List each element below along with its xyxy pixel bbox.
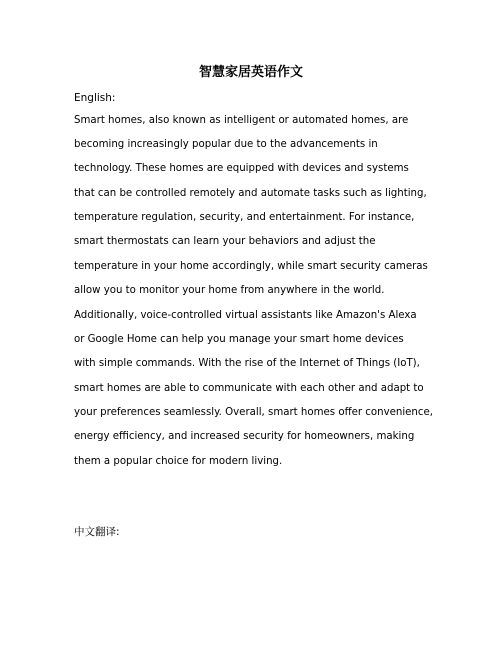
body-line: smart homes are able to communicate with each other and adapt to xyxy=(74,383,424,394)
body-line: energy efficiency, and increased security for homeowners, making xyxy=(74,431,415,442)
body-line: temperature regulation, security, and entertainment. For instance, xyxy=(74,212,415,223)
document-title: 智慧家居英语作文 xyxy=(198,65,303,80)
body-line: Additionally, voice-controlled virtual assistants like Amazon's Alexa xyxy=(74,310,417,321)
body-line: or Google Home can help you manage your smart home devices xyxy=(74,334,404,345)
body-line: smart thermostats can learn your behaviors and adjust the xyxy=(74,236,376,247)
body-line: with simple commands. With the rise of the Internet of Things (IoT), xyxy=(74,358,420,369)
body-line: technology. These homes are equipped with devices and systems xyxy=(74,163,409,174)
body-line: becoming increasingly popular due to the advancements in xyxy=(74,139,378,150)
english-heading: English: xyxy=(74,92,116,104)
body-line: Smart homes, also known as intelligent or automated homes, are xyxy=(74,115,409,126)
body-line: allow you to monitor your home from anywhere in the world. xyxy=(74,285,385,296)
chinese-heading: 中文翻译: xyxy=(74,526,120,538)
body-line: that can be controlled remotely and automate tasks such as lighting, xyxy=(74,188,427,199)
body-line: temperature in your home accordingly, while smart security cameras xyxy=(74,261,428,272)
body-line: them a popular choice for modern living. xyxy=(74,456,283,467)
body-line: your preferences seamlessly. Overall, smart homes offer convenience, xyxy=(74,407,433,418)
